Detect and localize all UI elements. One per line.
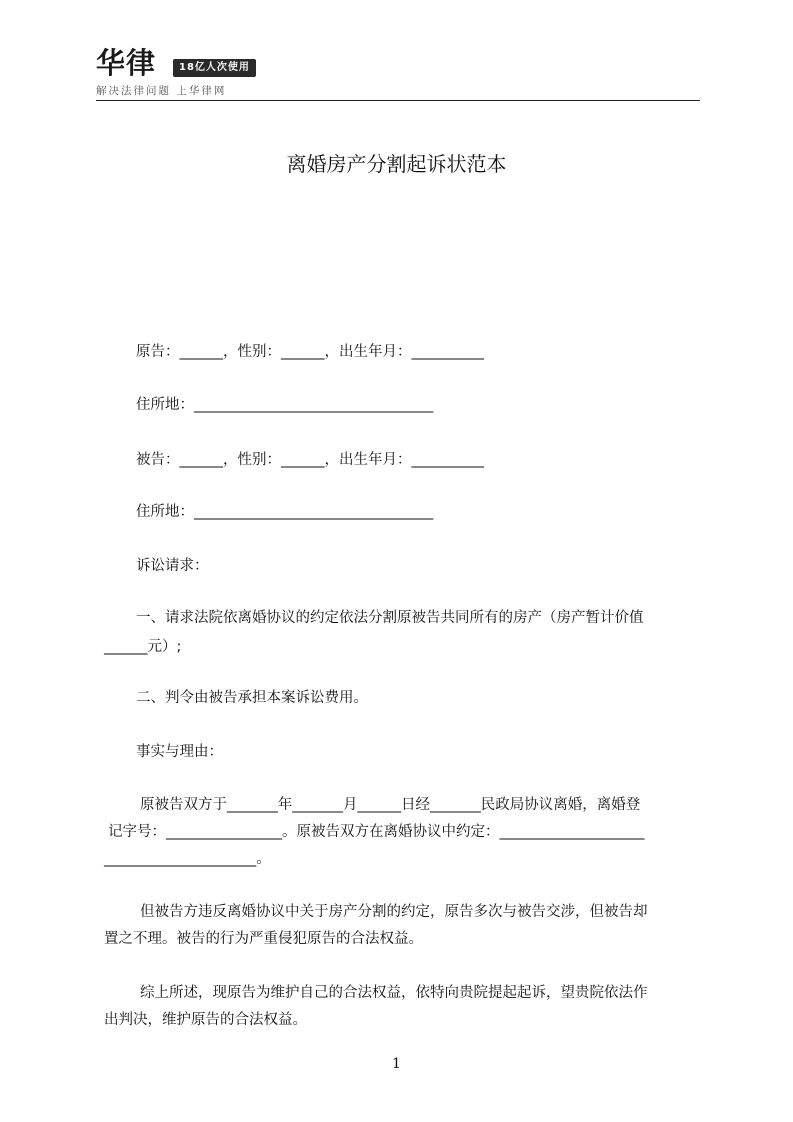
usage-badge: 18亿人次使用 [173, 59, 256, 77]
facts-2-line-1: 但被告方违反离婚协议中关于房产分割的约定，原告多次与被告交涉，但被告却 [140, 904, 648, 920]
facts-1-line-1: 原被告双方于_______年_______月______日经_______民政局协议离婚，离婚登 [140, 797, 641, 813]
page-number: 1 [392, 1056, 401, 1072]
claims-heading: 诉讼请求： [136, 558, 209, 574]
logo[interactable]: 华律 [96, 46, 157, 80]
claim-1-line-1: 一、请求法院依离婚协议的约定依法分割原被告共同所有的房产（房产暂计价值 [136, 610, 644, 626]
header-divider [96, 100, 700, 101]
site-header [96, 44, 700, 104]
document-title: 离婚房产分割起诉状范本 [286, 152, 507, 176]
defendant-address-line: 住所地：_________________________________ [136, 504, 434, 520]
facts-1-line-3: _____________________。 [104, 851, 271, 867]
defendant-line: 被告：______，性别：______，出生年月：__________ [136, 452, 484, 468]
facts-2-line-2: 置之不理。被告的行为严重侵犯原告的合法权益。 [104, 931, 423, 947]
plaintiff-line: 原告：______，性别：______，出生年月：__________ [136, 344, 484, 360]
facts-1-line-2: 记字号：________________。原被告双方在离婚协议中约定：____________________ [108, 824, 645, 840]
facts-heading: 事实与理由： [136, 744, 223, 760]
claim-1-line-2: ______元）; [104, 639, 182, 655]
slogan: 解决法律问题 上华律网 [96, 85, 227, 97]
claim-2: 二、判令由被告承担本案诉讼费用。 [136, 690, 368, 706]
conclusion-line-2: 出判决，维护原告的合法权益。 [104, 1012, 307, 1028]
conclusion-line-1: 综上所述，现原告为维护自己的合法权益，依特向贵院提起起诉，望贵院依法作 [140, 985, 648, 1001]
plaintiff-address-line: 住所地：_________________________________ [136, 397, 434, 413]
